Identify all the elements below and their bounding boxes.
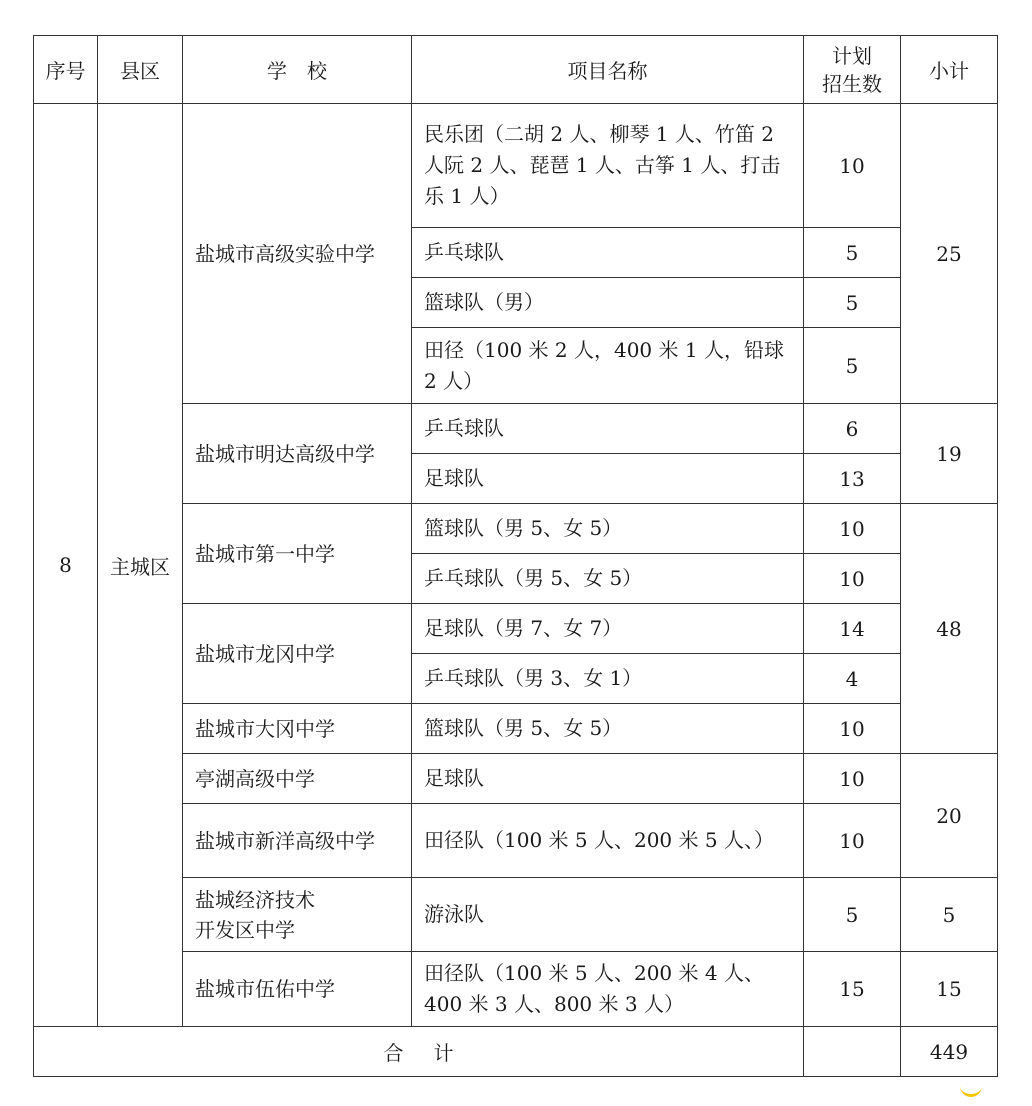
header-project: 项目名称: [412, 36, 804, 104]
count-cell: 14: [804, 604, 901, 654]
count-cell: 10: [804, 504, 901, 554]
count-cell: 10: [804, 804, 901, 878]
header-seq: 序号: [34, 36, 98, 104]
school-cell: 盐城市第一中学: [183, 504, 412, 604]
header-subtotal: 小计: [901, 36, 998, 104]
total-label: 合计: [34, 1027, 804, 1077]
total-row: [34, 1027, 998, 1077]
count-cell: 5: [804, 228, 901, 278]
school-cell: 盐城市新洋高级中学: [183, 804, 412, 878]
header-school: 学 校: [183, 36, 412, 104]
subtotal-cell: 15: [901, 952, 998, 1027]
project-cell: 乒乓球队: [412, 228, 804, 278]
project-cell: 田径（100 米 2 人，400 米 1 人，铅球 2 人）: [412, 328, 804, 404]
school-cell: 盐城市龙冈中学: [183, 604, 412, 704]
header-plan-line2: 招生数: [822, 71, 882, 96]
table-row: [34, 104, 998, 228]
school-name-line2: 开发区中学: [195, 917, 295, 942]
seq-cell: 8: [34, 104, 98, 1027]
count-cell: 15: [804, 952, 901, 1027]
count-cell: 5: [804, 878, 901, 952]
school-cell: [183, 878, 412, 952]
school-cell: 盐城市大冈中学: [183, 704, 412, 754]
count-cell: 10: [804, 754, 901, 804]
subtotal-cell: 19: [901, 404, 998, 504]
school-cell: 盐城市明达高级中学: [183, 404, 412, 504]
project-cell: 篮球队（男）: [412, 278, 804, 328]
header-plan: [804, 36, 901, 104]
total-count-cell: [804, 1027, 901, 1077]
count-cell: 5: [804, 328, 901, 404]
school-cell: 亭湖高级中学: [183, 754, 412, 804]
district-cell: 主城区: [98, 104, 183, 1027]
school-cell: 盐城市高级实验中学: [183, 104, 412, 404]
count-cell: 6: [804, 404, 901, 454]
header-plan-line1: 计划: [832, 43, 872, 68]
school-name-line1: 盐城经济技术: [195, 887, 315, 912]
project-cell: 田径队（100 米 5 人、200 米 5 人、）: [412, 804, 804, 878]
subtotal-cell: 25: [901, 104, 998, 404]
project-cell: 游泳队: [412, 878, 804, 952]
subtotal-cell: 5: [901, 878, 998, 952]
count-cell: 5: [804, 278, 901, 328]
project-cell: 足球队: [412, 454, 804, 504]
subtotal-cell: 20: [901, 754, 998, 878]
enrollment-table: [33, 35, 998, 1077]
project-cell: 足球队（男 7、女 7）: [412, 604, 804, 654]
count-cell: 10: [804, 704, 901, 754]
school-cell: 盐城市伍佑中学: [183, 952, 412, 1027]
project-cell: 乒乓球队（男 5、女 5）: [412, 554, 804, 604]
project-cell: 民乐团（二胡 2 人、柳琴 1 人、竹笛 2 人阮 2 人、琵琶 1 人、古筝 1 人、打击乐 1 人）: [412, 104, 804, 228]
count-cell: 4: [804, 654, 901, 704]
header-district: 县区: [98, 36, 183, 104]
count-cell: 10: [804, 554, 901, 604]
count-cell: 10: [804, 104, 901, 228]
total-value: 449: [901, 1027, 998, 1077]
watermark-smile-icon: [960, 1080, 982, 1097]
header-row: [34, 36, 998, 104]
project-cell: 乒乓球队: [412, 404, 804, 454]
project-cell: 篮球队（男 5、女 5）: [412, 504, 804, 554]
project-cell: 乒乓球队（男 3、女 1）: [412, 654, 804, 704]
subtotal-cell: 48: [901, 504, 998, 754]
project-cell: 田径队（100 米 5 人、200 米 4 人、400 米 3 人、800 米 3 人）: [412, 952, 804, 1027]
count-cell: 13: [804, 454, 901, 504]
project-cell: 篮球队（男 5、女 5）: [412, 704, 804, 754]
project-cell: 足球队: [412, 754, 804, 804]
